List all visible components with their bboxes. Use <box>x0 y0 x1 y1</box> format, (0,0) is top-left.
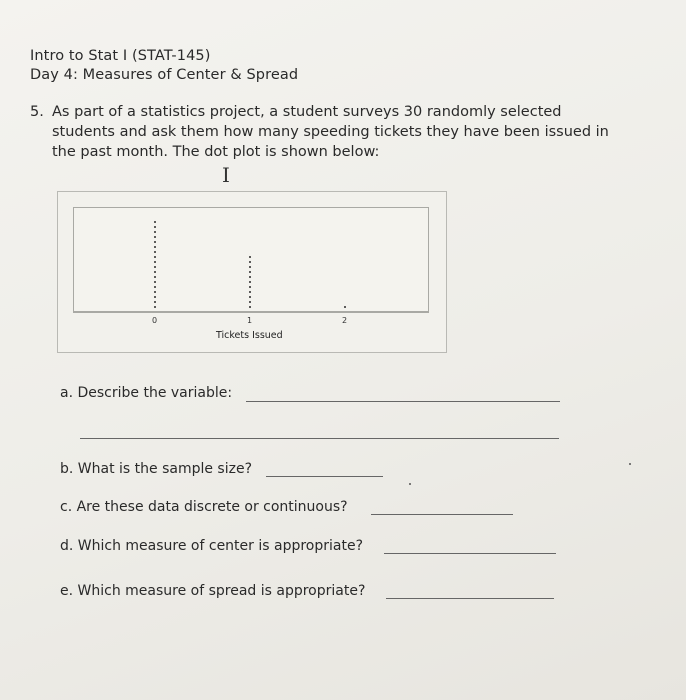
dot-plot-point <box>249 256 251 258</box>
dot-plot-point <box>154 251 156 253</box>
dot-plot-point <box>154 281 156 283</box>
dot-plot-point <box>154 246 156 248</box>
x-axis-label: Tickets Issued <box>216 330 283 341</box>
answer-line-a-2[interactable] <box>80 438 559 439</box>
part-c-label: c. Are these data discrete or continuous? <box>60 499 348 515</box>
x-tick-label: 1 <box>247 316 253 325</box>
question-number: 5. <box>30 104 44 120</box>
dot-plot-point <box>154 231 156 233</box>
dot-plot-area <box>73 207 429 313</box>
text-cursor-icon: I <box>222 163 230 187</box>
course-title: Intro to Stat I (STAT-145) <box>30 48 211 64</box>
dot-plot-point <box>154 226 156 228</box>
day-title: Day 4: Measures of Center & Spread <box>30 67 299 83</box>
dot-plot-point <box>249 271 251 273</box>
dot-plot-point <box>249 291 251 293</box>
dot-plot-point <box>249 266 251 268</box>
answer-line-d[interactable] <box>384 553 556 554</box>
paper-speck <box>409 483 411 485</box>
x-tick-label: 0 <box>152 316 158 325</box>
part-d-label: d. Which measure of center is appropriate? <box>60 538 364 554</box>
dot-plot-point <box>249 261 251 263</box>
part-a-label: a. Describe the variable: <box>60 385 233 401</box>
part-e-label: e. Which measure of spread is appropriate? <box>60 583 366 599</box>
dot-plot-point <box>154 236 156 238</box>
answer-line-e[interactable] <box>386 598 554 599</box>
dot-plot-point <box>154 256 156 258</box>
part-b-label: b. What is the sample size? <box>60 461 253 477</box>
dot-plot-point <box>249 286 251 288</box>
dot-plot-point <box>249 301 251 303</box>
x-tick-label: 2 <box>342 316 348 325</box>
dot-plot-point <box>154 271 156 273</box>
dot-plot-point <box>154 261 156 263</box>
dot-plot-point <box>154 291 156 293</box>
answer-line-a[interactable] <box>246 401 560 402</box>
question-text: As part of a statistics project, a student surveys 30 randomly selected students and ask them how many speeding tickets they have been issued in the past month. The dot plot is shown below: <box>52 104 609 160</box>
answer-line-b[interactable] <box>266 476 383 477</box>
dot-plot-point <box>249 281 251 283</box>
dot-plot-point <box>154 221 156 223</box>
x-axis <box>73 311 428 312</box>
dot-plot-point <box>154 296 156 298</box>
paper-speck <box>629 463 631 465</box>
dot-plot-point <box>249 276 251 278</box>
dot-plot-point <box>154 266 156 268</box>
dot-plot-point <box>249 306 251 308</box>
dot-plot-point <box>154 241 156 243</box>
dot-plot-point <box>154 306 156 308</box>
dot-plot-point <box>154 286 156 288</box>
dot-plot-point <box>249 296 251 298</box>
dot-plot-point <box>154 276 156 278</box>
answer-line-c[interactable] <box>371 514 513 515</box>
dot-plot-point <box>154 301 156 303</box>
dot-plot-point <box>344 306 346 308</box>
